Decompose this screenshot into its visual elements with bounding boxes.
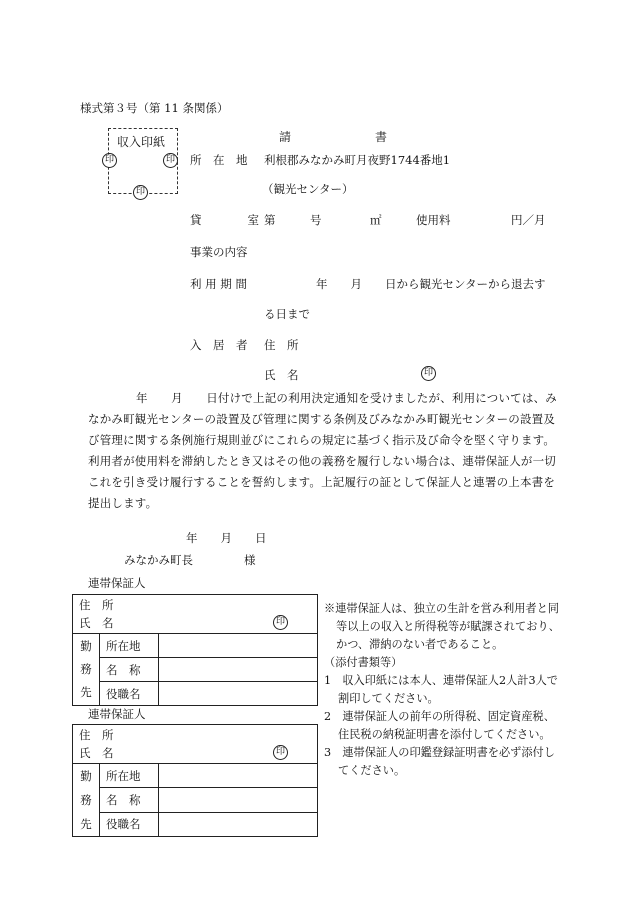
- guarantor-seal-mark: 印: [273, 745, 288, 760]
- workplace-row-label: 役職名: [100, 682, 159, 706]
- workplace-row-label: 名 称: [100, 788, 159, 812]
- seal-mark-right: 印: [163, 153, 178, 168]
- workplace-row-field: [159, 764, 318, 788]
- addressee-name: みなかみ町長: [124, 553, 193, 567]
- fee-unit: 円／月: [511, 213, 546, 227]
- note-item: 3 連帯保証人の印鑑登録証明書を必ず添付してください。: [324, 746, 555, 777]
- guarantor-address-label: 住 所: [79, 598, 114, 612]
- period-line1: 年 月 日から観光センターから退去す: [316, 277, 546, 291]
- guarantor-seal-mark: 印: [273, 615, 288, 630]
- guarantor-address-label: 住 所: [79, 728, 114, 742]
- form-reference: 様式第３号（第 11 条関係）: [80, 101, 229, 115]
- address-value: 利根郡みなかみ町月夜野1744番地1: [264, 153, 451, 167]
- workplace-char: 勤: [80, 639, 92, 653]
- address-label: 所 在 地: [190, 153, 248, 167]
- seal-mark-bottom: 印: [133, 185, 148, 200]
- room-area-unit: ㎡: [370, 213, 382, 227]
- revenue-stamp-label: 収入印紙: [117, 135, 166, 149]
- workplace-row-field: [159, 788, 318, 812]
- period-label: 利 用 期 間: [190, 277, 247, 291]
- workplace-row-label: 所在地: [100, 634, 159, 658]
- fee-label: 使用料: [416, 213, 451, 227]
- workplace-char: 勤: [80, 769, 92, 783]
- guarantor-table-1: [72, 594, 318, 706]
- document-title: 請 書: [279, 130, 388, 144]
- guarantor-table-2: [72, 724, 318, 837]
- guarantor-heading-2: 連帯保証人: [88, 707, 146, 721]
- date-line: 年 月 日: [186, 531, 267, 545]
- tenant-address-label: 住 所: [264, 338, 299, 352]
- workplace-row-field: [159, 682, 318, 706]
- workplace-row-field: [159, 812, 318, 836]
- business-label: 事業の内容: [190, 245, 248, 259]
- room-label: 貸 室: [190, 213, 259, 227]
- attachments-heading: （添付書類等）: [324, 656, 403, 669]
- workplace-row-field: [159, 658, 318, 682]
- guarantor-name-label: 氏 名: [79, 746, 114, 760]
- guarantor-name-label: 氏 名: [79, 616, 114, 630]
- seal-mark-left: 印: [102, 153, 117, 168]
- tenant-label: 入 居 者: [190, 338, 248, 352]
- body-paragraph: 年 月 日付けで上記の利用決定通知を受けましたが、利用については、みなかみ町観光センターの設置及び管理に関する条例及びみなかみ町観光センターの設置及び管理に関する条例施行規則並びにこれらの規定に基づく指示及び命令を堅く守ります。利用者が使用料を滞納したとき又はその他の義務を履行しない場合は、連帯保証人が一切これを引き受け履行することを誓約します。上記履行の証として保証人と連署の上本書を提出します。: [88, 391, 557, 510]
- workplace-char: 務: [80, 662, 92, 676]
- revenue-stamp-box: [104, 128, 178, 197]
- note-item: 2 連帯保証人の前年の所得税、固定資産税、住民税の納税証明書を添付してください。: [324, 710, 555, 741]
- addressee-honorific: 様: [244, 553, 256, 567]
- note-item: 1 収入印紙には本人、連帯保証人2人計3人で割印してください。: [324, 674, 558, 705]
- workplace-char: 先: [80, 685, 92, 699]
- workplace-char: 先: [80, 817, 92, 831]
- guarantor-heading-1: 連帯保証人: [88, 576, 146, 590]
- workplace-row-label: 役職名: [100, 812, 159, 836]
- workplace-row-label: 所在地: [100, 764, 159, 788]
- tenant-name-label: 氏 名: [264, 368, 299, 382]
- workplace-char: 務: [80, 793, 92, 807]
- workplace-row-field: [159, 634, 318, 658]
- period-line2: る日まで: [264, 307, 310, 321]
- note-main: ※連帯保証人は、独立の生計を営み利用者と同等以上の収入と所得税等が賦課されており、かつ、滞納のない者であること。: [324, 602, 560, 651]
- workplace-row-label: 名 称: [100, 658, 159, 682]
- tenant-seal-mark: 印: [421, 366, 436, 381]
- address-note: （観光センター）: [262, 182, 354, 196]
- room-number-label: 第 号: [264, 213, 322, 227]
- guarantor-requirement-note: [324, 600, 564, 780]
